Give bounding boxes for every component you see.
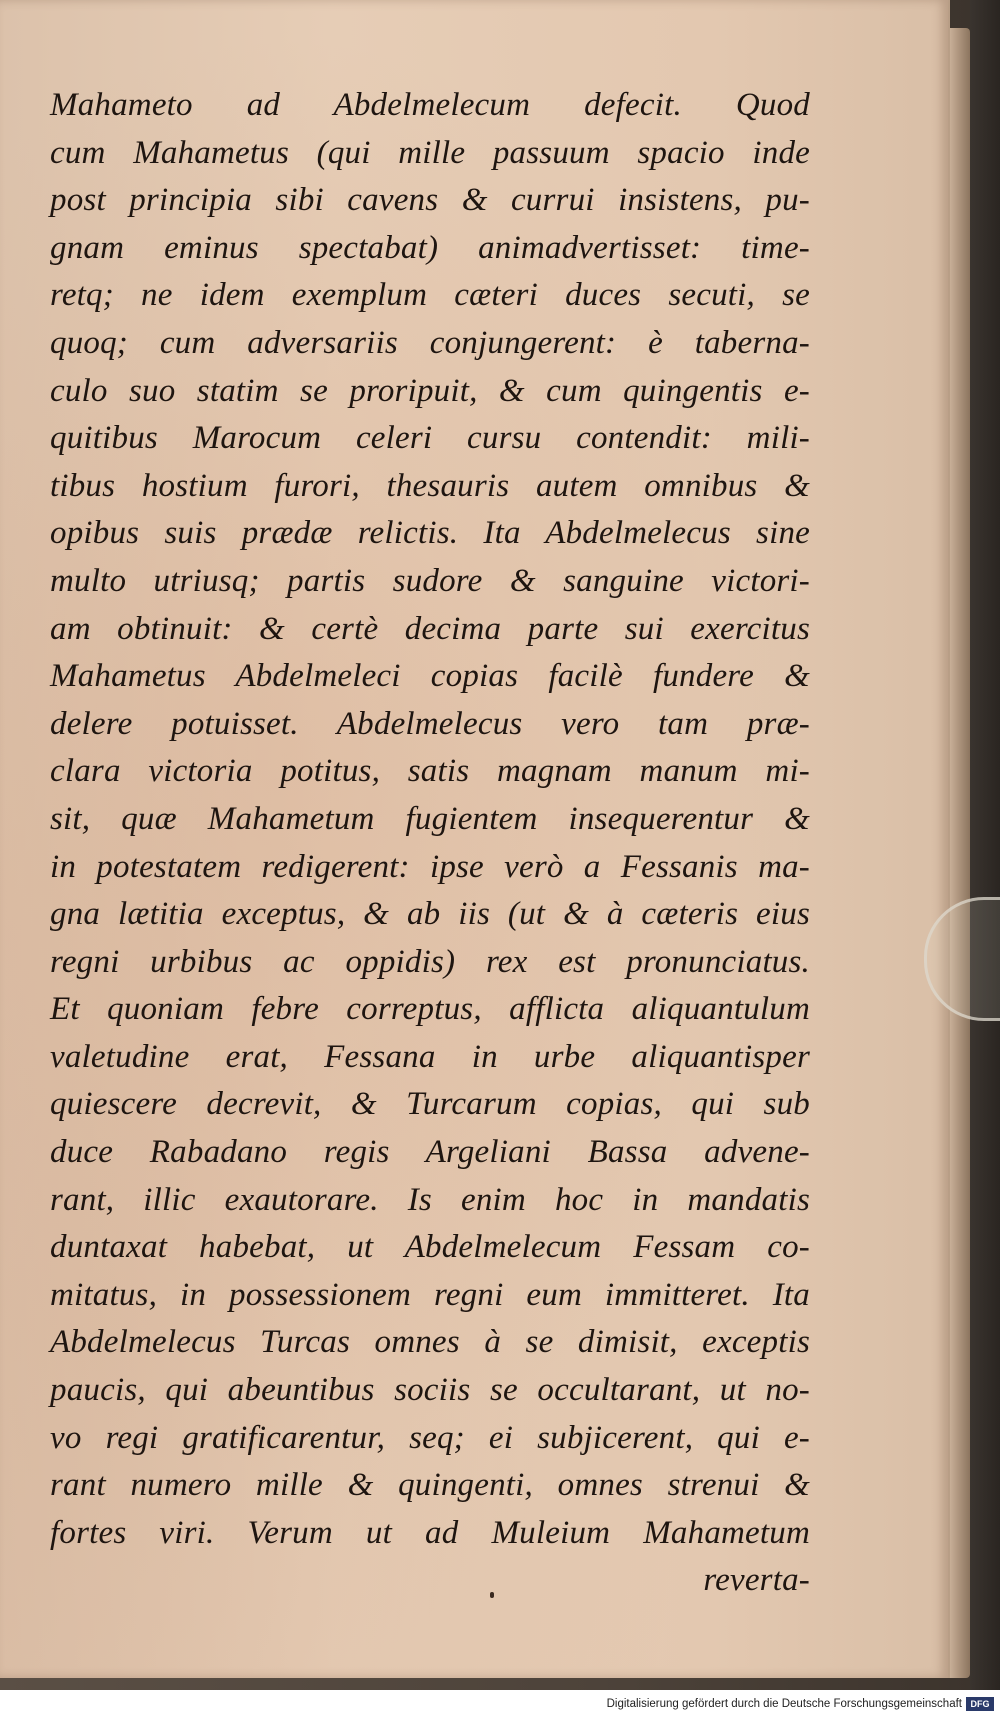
text-line: fortes viri. Verum ut ad Muleium Mahametum xyxy=(50,1514,810,1551)
text-line: opibus suis prædæ relictis. Ita Abdelmelecus sine xyxy=(50,515,810,552)
text-line: mitatus, in possessionem regni eum immitteret. Ita xyxy=(50,1276,810,1313)
text-line: post principia sibi cavens & currui insistens, pu- xyxy=(50,182,810,219)
text-line: quitibus Marocum celeri cursu contendit: mili- xyxy=(50,420,810,457)
text-line: tibus hostium furori, thesauris autem omnibus & xyxy=(50,467,810,504)
text-line: duntaxat habebat, ut Abdelmelecum Fessam co- xyxy=(50,1229,810,1266)
catchword: reverta- xyxy=(703,1562,810,1599)
text-line: delere potuisset. Abdelmelecus vero tam præ- xyxy=(50,705,810,742)
text-line: quoq; cum adversariis conjungerent: è taberna- xyxy=(50,324,810,361)
text-line: Et quoniam febre correptus, afflicta aliquantulum xyxy=(50,991,810,1028)
text-line: retq; ne idem exemplum cæteri duces secuti, se xyxy=(50,277,810,314)
text-line: regni urbibus ac oppidis) rex est pronunciatus. xyxy=(50,943,810,980)
text-line: valetudine erat, Fessana in urbe aliquantisper xyxy=(50,1038,810,1075)
ink-dot xyxy=(490,1592,494,1598)
text-line: cum Mahametus (qui mille passuum spacio inde xyxy=(50,134,810,171)
text-line: rant, illic exautorare. Is enim hoc in mandatis xyxy=(50,1181,810,1218)
page-edge xyxy=(948,28,970,1678)
text-line: multo utriusq; partis sudore & sanguine victori- xyxy=(50,562,810,599)
book-cover-edge xyxy=(970,0,1000,1690)
text-line: quiescere decrevit, & Turcarum copias, qui sub xyxy=(50,1086,810,1123)
text-line: gna lætitia exceptus, & ab iis (ut & à cæteris eius xyxy=(50,896,810,933)
text-line: clara victoria potitus, satis magnam manum mi- xyxy=(50,753,810,790)
text-line: vo regi gratificarentur, seq; ei subjicerent, qui e- xyxy=(50,1419,810,1456)
text-line: culo suo statim se proripuit, & cum quingentis e- xyxy=(50,372,810,409)
text-line: Mahametus Abdelmeleci copias facilè fundere & xyxy=(50,658,810,695)
text-line: Mahameto ad Abdelmelecum defecit. Quod xyxy=(50,87,810,123)
text-line: paucis, qui abeuntibus sociis se occultarant, ut no- xyxy=(50,1372,810,1409)
text-line: sit, quæ Mahametum fugientem insequerentur & xyxy=(50,800,810,837)
text-line: gnam eminus spectabat) animadvertisset: time- xyxy=(50,229,810,266)
footer-credit: Digitalisierung gefördert durch die Deutsche Forschungsgemeinschaft xyxy=(606,1698,962,1710)
page-text xyxy=(50,82,810,1605)
text-line: duce Rabadano regis Argeliani Bassa advene- xyxy=(50,1134,810,1171)
text-line: Abdelmelecus Turcas omnes à se dimisit, exceptis xyxy=(50,1324,810,1361)
text-line: am obtinuit: & certè decima parte sui exercitus xyxy=(50,610,810,647)
text-line: in potestatem redigerent: ipse verò a Fessanis ma- xyxy=(50,848,810,885)
text-line: rant numero mille & quingenti, omnes strenui & xyxy=(50,1467,810,1504)
dfg-logo: DFG xyxy=(966,1697,994,1711)
